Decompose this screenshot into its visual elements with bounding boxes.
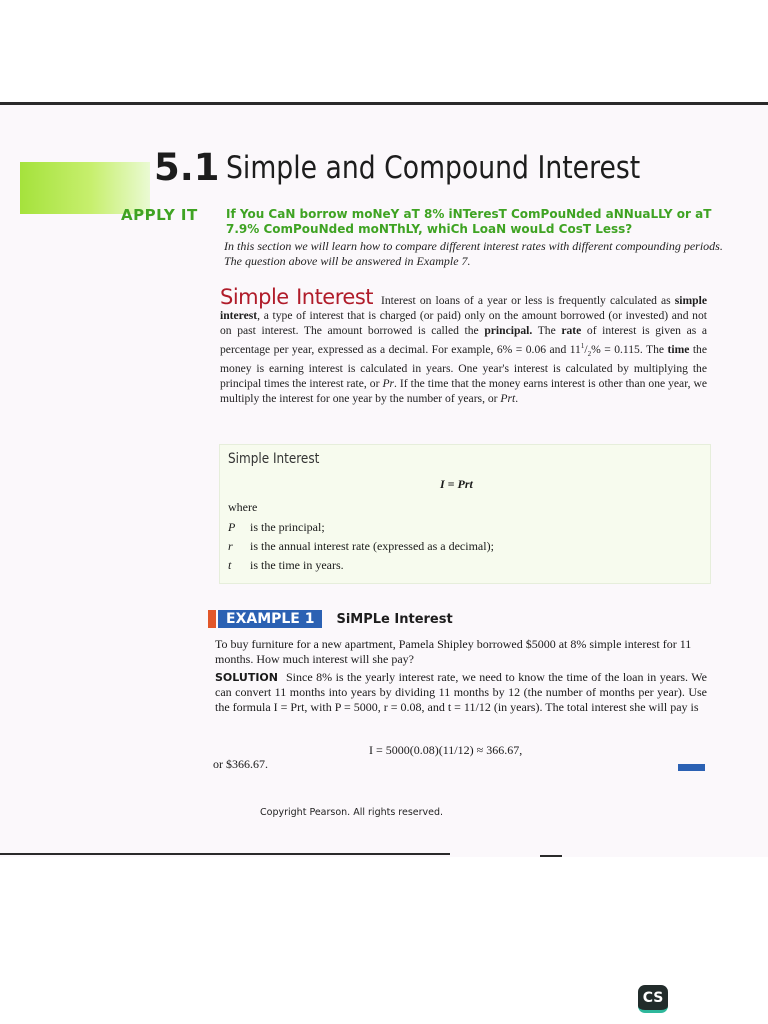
example-marker xyxy=(208,610,216,628)
term-simple-interest: simple interest xyxy=(220,294,707,322)
example-end-marker xyxy=(678,764,705,771)
example-problem: To buy furniture for a new apartment, Pamela Shipley borrowed $5000 at 8% simple interest for 11 months. How much interest will she pay? xyxy=(215,637,692,666)
example-solution xyxy=(215,670,707,715)
example-answer: or $366.67. xyxy=(213,757,268,771)
copyright-notice: Copyright Pearson. All rights reserved. xyxy=(260,807,444,818)
paragraph-text: . xyxy=(515,391,519,405)
camscanner-badge-icon: CS xyxy=(638,985,668,1013)
apply-it-label: APPLY IT xyxy=(121,206,198,224)
variable-symbol: t xyxy=(228,558,232,572)
fraction-numerator: 1 xyxy=(580,341,585,350)
variable-symbol: r xyxy=(228,539,233,553)
solution-label: SOLUTION xyxy=(215,671,278,684)
paragraph-text: . If the time that the money earns interest is other than one year, we multiply the interest for one year by the number of years, or xyxy=(220,376,707,405)
formula-box-title: Simple Interest xyxy=(228,451,320,467)
example-equation: I = 5000(0.08)(11/12) ≈ 366.67, xyxy=(369,743,523,757)
where-label: where xyxy=(228,500,258,514)
expression-pr: Pr xyxy=(382,376,395,390)
variable-symbol: P xyxy=(228,520,236,534)
example-header xyxy=(208,610,453,628)
paragraph-text: the money is earning interest is calculated in years. One year's interest is calculated by multiplying the principal times the interest rate, or xyxy=(220,342,707,390)
apply-it-note: In this section we will learn how to compare different interest rates with different compounding periods. The question above will be answered in Example 7. xyxy=(224,239,723,268)
apply-it-question: If You CaN borrow moNeY aT 8% iNTeresT ComPouNded aNNuaLLY or aT 7.9% ComPouNded moNThLY, whiCh LoaN wouLd CosT Less? xyxy=(226,207,712,236)
example-title: SiMPLe Interest xyxy=(336,611,453,627)
variable-description: is the time in years. xyxy=(250,558,344,572)
variable-description: is the annual interest rate (expressed as a decimal); xyxy=(250,539,494,553)
example-label: EXAMPLE 1 xyxy=(218,610,322,628)
paragraph-text: Interest on loans of a year or less is frequently calculated as xyxy=(381,294,675,307)
paragraph-text: % = 0.115. The xyxy=(591,342,668,356)
term-principal: principal. xyxy=(484,323,533,337)
formula-box xyxy=(219,444,711,584)
bottom-rule-fragment xyxy=(540,855,562,857)
fraction-denominator: 2 xyxy=(587,349,592,358)
simple-interest-heading: Simple Interest xyxy=(220,285,373,309)
paragraph-text: The xyxy=(532,323,562,337)
variable-description: is the principal; xyxy=(250,520,325,534)
section-title: Simple and Compound Interest xyxy=(226,150,641,186)
variable-row xyxy=(228,539,494,554)
term-rate: rate xyxy=(561,323,582,337)
expression-prt: Prt xyxy=(500,391,516,405)
paragraph-text: , a type of interest that is charged (or paid) only on the amount borrowed (or invested) and not on past interest. The amount borrowed is called the xyxy=(220,308,707,337)
paragraph-text: of interest is given as a percentage per year, expressed as a decimal. For example, 6% = 0.06 and 11 xyxy=(220,323,707,356)
formula: I = Prt xyxy=(440,477,473,491)
term-time: time xyxy=(667,342,690,356)
bottom-rule xyxy=(0,853,450,855)
simple-interest-paragraph: Simple Interest Interest on loans of a year or less is frequently calculated as simple interest, a type of interest that is charged (or paid) only on the amount borrowed (or invested) and not on past interest. The amount borrowed is called the principal. The rate of interest is given as a percentage per year, expressed as a decimal. For example, 6% = 0.06 and $11^1/_2\% = 0.115$. The time the money is earning interest is calculated in years. One year's interest is calculated by multiplying the principal times the interest rate, or Pr. If the time that the money earns interest is other than one year, we multiply the interest for one year by the number of years, or Prt. xyxy=(220,285,707,405)
variable-row xyxy=(228,520,325,535)
variable-row xyxy=(228,558,344,573)
solution-text: Since 8% is the yearly interest rate, we need to know the time of the loan in years. We can convert 11 months into years by dividing 11 months by 12 (the number of months per year). Use the formula I = Prt, with P = 5000, r = 0.08, and t = 11/12 (in years). The total interest she will pay is xyxy=(215,670,707,714)
section-number: 5.1 xyxy=(154,146,220,189)
